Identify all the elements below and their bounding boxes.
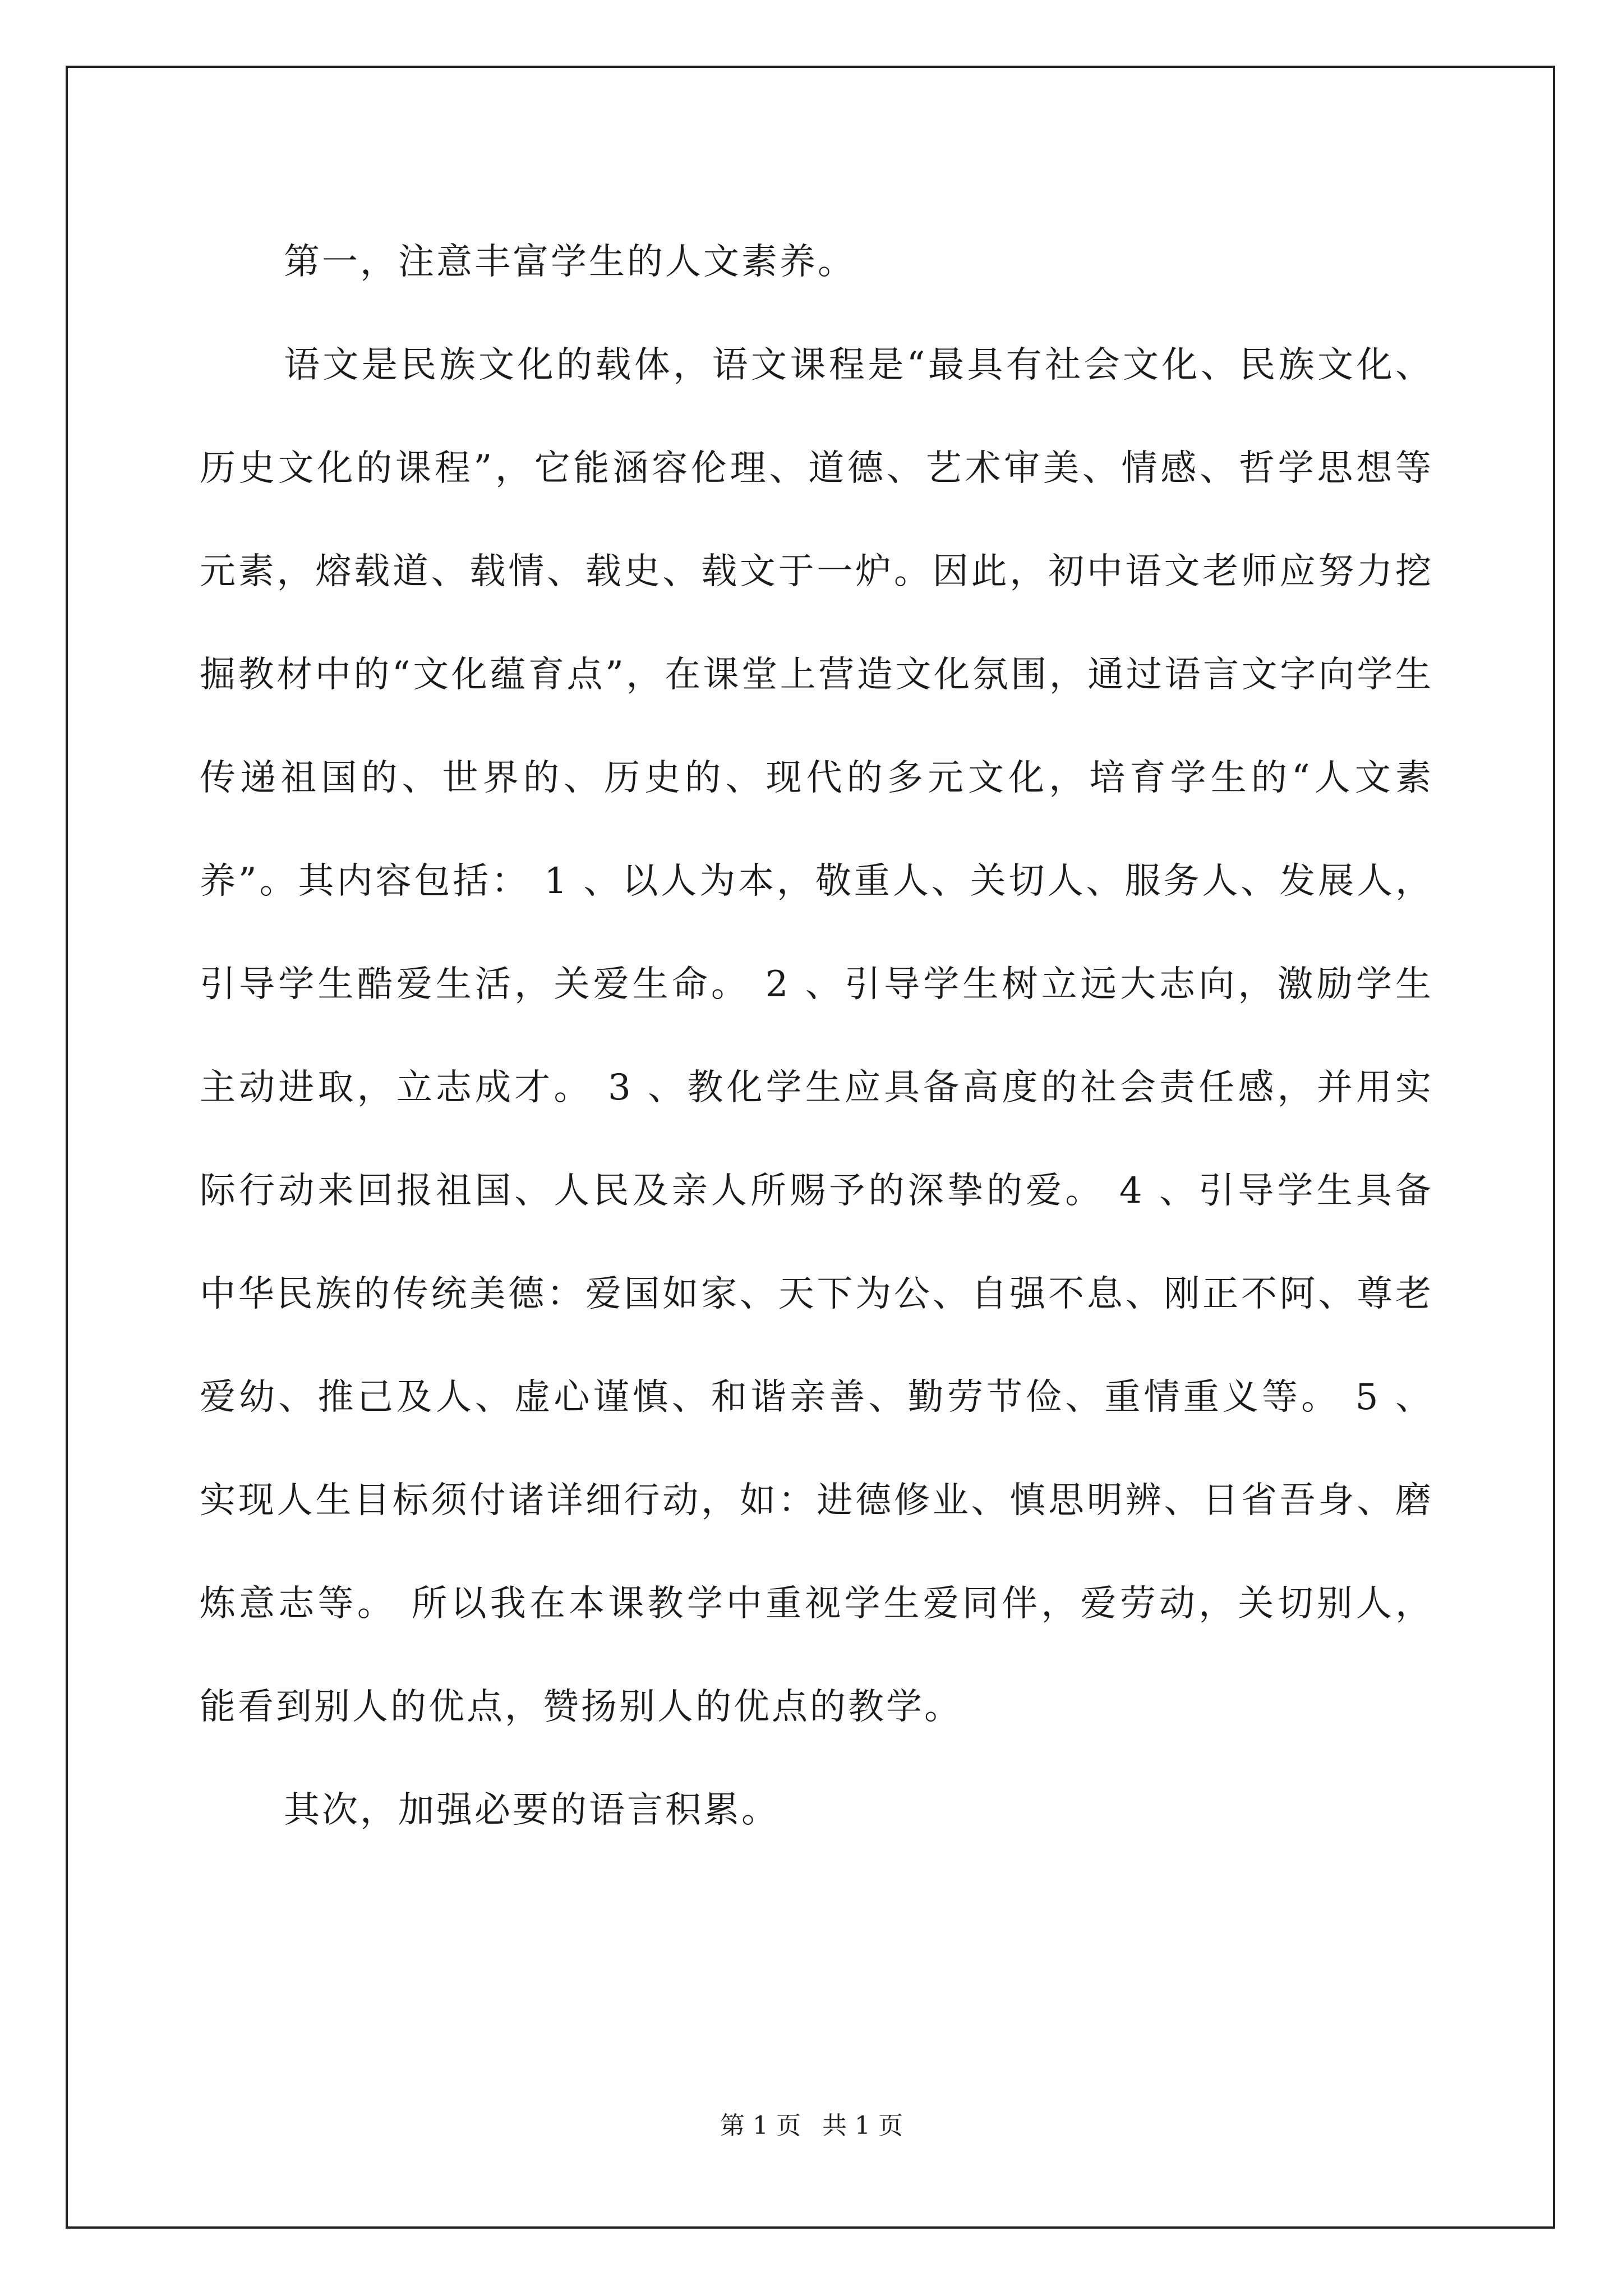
- document-body: [200, 210, 1433, 1862]
- paragraph-body: 语文是民族文化的载体，语文课程是“最具有社会文化、民族文化、历史文化的课程”，它能涵容伦理、道德、艺术审美、情感、哲学思想等元素，熔载道、载情、载史、载文于一炉。因此，初中语文老师应努力挖掘教材中的“文化蕴育点”，在课堂上营造文化氛围，通过语言文字向学生传递祖国的、世界的、历史的、现代的多元文化，培育学生的“人文素养”。其内容包括： 1 、以人为本，敬重人、关切人、服务人、发展人，引导学生酷爱生活，关爱生命。 2 、引导学生树立远大志向，激励学生主动进取，立志成才。 3 、教化学生应具备高度的社会责任感，并用实际行动来回报祖国、人民及亲人所赐予的深挚的爱。 4 、引导学生具备中华民族的传统美德：爱国如家、天下为公、自强不息、刚正不阿、尊老爱幼、推己及人、虚心谨慎、和谐亲善、勤劳节俭、重情重义等。 5 、实现人生目标须付诸详细行动，如：进德修业、慎思明辨、日省吾身、磨炼意志等。 所以我在本课教学中重视学生爱同伴，爱劳动，关切别人，能看到别人的优点，赞扬别人的优点的教学。: [200, 344, 1433, 1728]
- paragraph-heading-2: 其次，加强必要的语言积累。: [284, 1789, 780, 1831]
- paragraph-heading-1: 第一，注意丰富学生的人文素养。: [284, 241, 856, 283]
- page-footer: [0, 2109, 1623, 2143]
- page-number: 第 1 页: [720, 2111, 801, 2140]
- page-total: 共 1 页: [822, 2111, 903, 2140]
